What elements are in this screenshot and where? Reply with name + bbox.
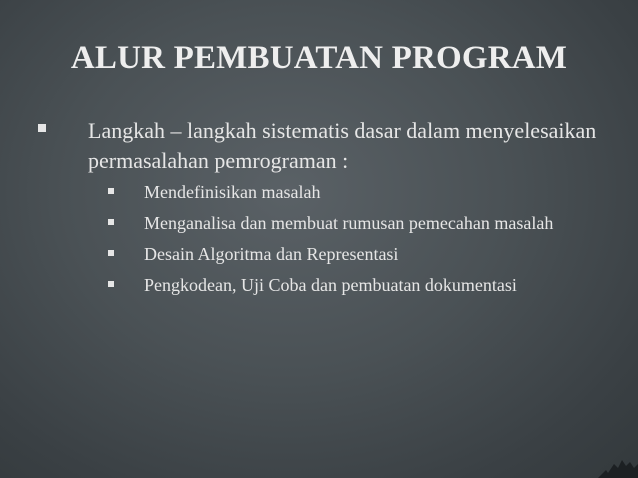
square-bullet-icon [38, 124, 46, 132]
corner-decoration [578, 448, 638, 478]
square-bullet-icon [108, 250, 114, 256]
sub-bullet-text: Menganalisa dan membuat rumusan pemecahan masalah [144, 213, 554, 233]
main-bullet-row [38, 116, 598, 176]
sub-bullet-text: Mendefinisikan masalah [144, 182, 321, 202]
main-bullet [38, 116, 598, 176]
sub-bullet-list [108, 180, 608, 304]
slide-title: ALUR PEMBUATAN PROGRAM [70, 40, 568, 76]
main-bullet-text: Langkah – langkah sistematis dasar dalam menyelesaikan permasalahan pemrograman : [88, 118, 597, 173]
sub-bullet-item [108, 211, 608, 236]
sub-bullet-text: Desain Algoritma dan Representasi [144, 244, 399, 264]
square-bullet-icon [108, 219, 114, 225]
sub-bullet-item [108, 242, 608, 267]
sub-bullet-item [108, 273, 608, 298]
sub-bullet-text: Pengkodean, Uji Coba dan pembuatan dokumentasi [144, 275, 517, 295]
square-bullet-icon [108, 188, 114, 194]
square-bullet-icon [108, 281, 114, 287]
sub-bullet-item [108, 180, 608, 205]
